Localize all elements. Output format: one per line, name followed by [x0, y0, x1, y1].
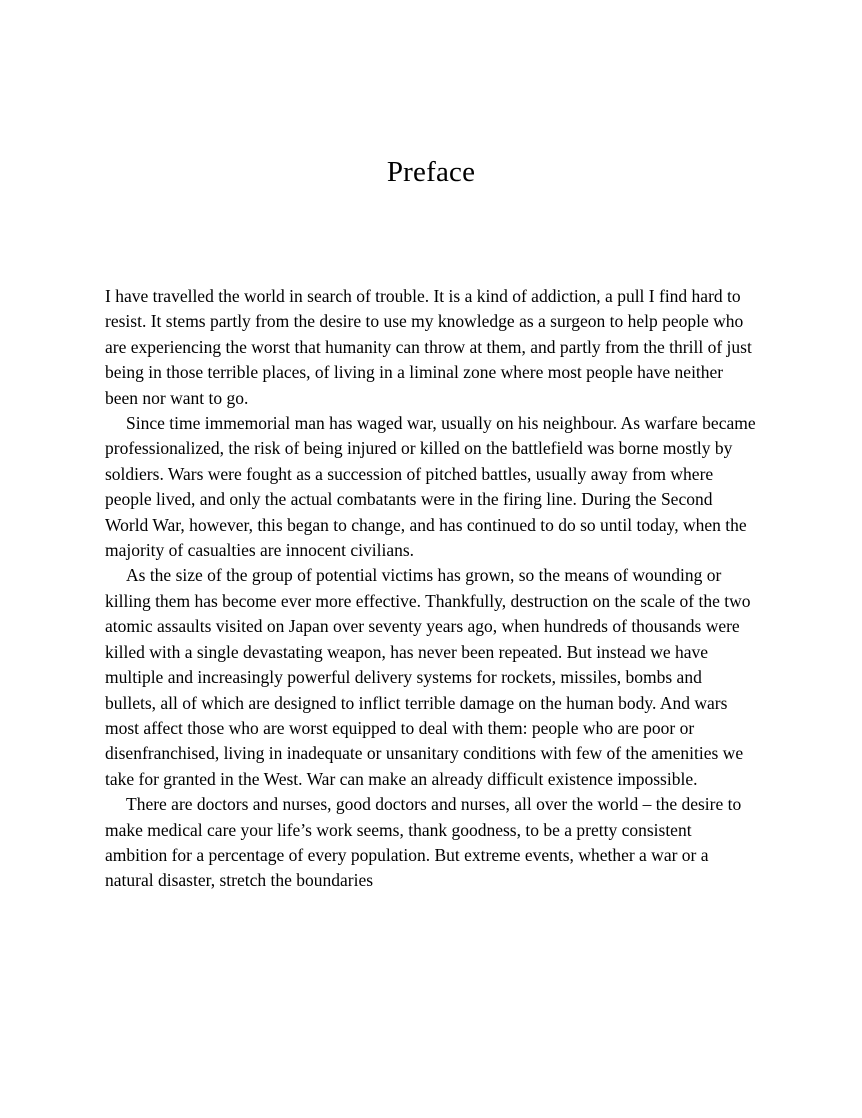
paragraph: I have travelled the world in search of trouble. It is a kind of addiction, a pull I find hard to resist. It stems partly from the desire to use my knowledge as a surgeon to help people who are experiencing the worst that humanity can throw at them, and partly from the thrill of just being in those terrible places, of living in a liminal zone where most people have neither been nor want to go. [105, 286, 752, 408]
paragraph: As the size of the group of potential victims has grown, so the means of wounding or killing them has become ever more effective. Thankfully, destruction on the scale of the two atomic assaults visited on Japan over seventy years ago, when hundreds of thousands were killed with a single devastating weapon, has never been repeated. But instead we have multiple and increasingly powerful delivery systems for rockets, missiles, bombs and bullets, all of which are designed to inflict terrible damage on the human body. And wars most affect those who are worst equipped to deal with them: people who are poor or disenfranchised, living in inadequate or unsanitary conditions with few of the amenities we take for granted in the West. War can make an already difficult existence impossible. [105, 565, 751, 789]
paragraph: There are doctors and nurses, good doctors and nurses, all over the world – the desire to make medical care your life’s work seems, thank goodness, to be a pretty consistent ambition for a percentage of every population. But extreme events, whether a war or a natural disaster, stretch the boundaries [105, 794, 742, 891]
page-content [105, 284, 757, 894]
chapter-title: Preface [386, 156, 476, 188]
paragraph: Since time immemorial man has waged war, usually on his neighbour. As warfare became professionalized, the risk of being injured or killed on the battlefield was borne mostly by soldiers. Wars were fought as a succession of pitched battles, usually away from where people lived, and only the actual combatants were in the firing line. During the Second World War, however, this began to change, and has continued to do so until today, when the majority of casualties are innocent civilians. [105, 413, 756, 561]
